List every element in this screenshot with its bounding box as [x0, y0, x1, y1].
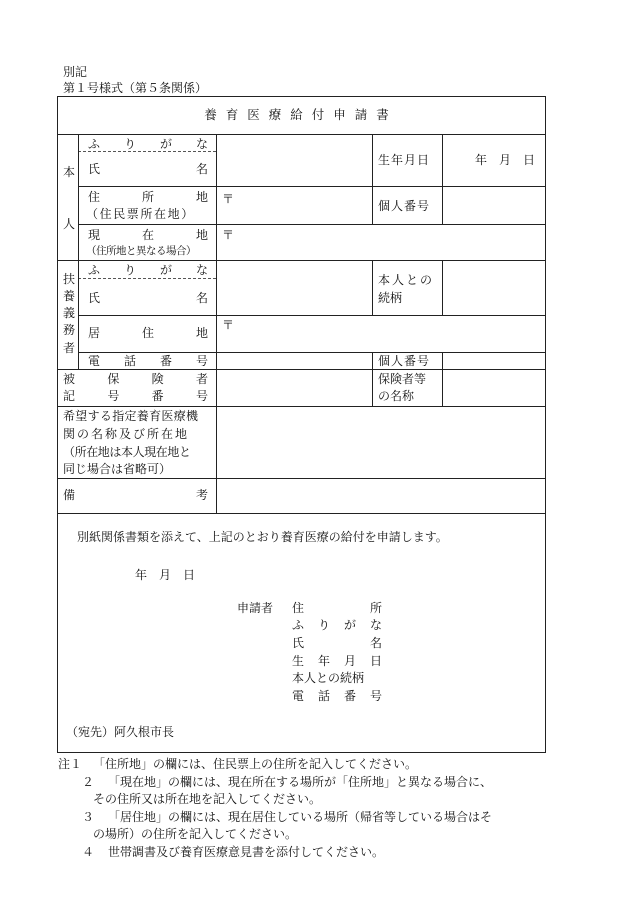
- honnin-label-1: 本: [63, 165, 76, 179]
- form-title: 養育医療給付申請書: [204, 107, 398, 122]
- insurer-label-2: の名称: [378, 389, 415, 403]
- current-label: 現 在 地: [88, 228, 208, 242]
- fuyo-furigana-label: ふ り が な: [88, 263, 208, 277]
- current-postal-mark: 〒: [222, 228, 235, 242]
- hospital-label-2: 関の名称及び所在地: [63, 427, 190, 441]
- note-2-cont: その住所又は所在地を記入してください。: [93, 792, 322, 806]
- applicant-furigana-label: ふ り が な: [292, 618, 382, 632]
- relation-label-2: 続柄: [378, 291, 403, 305]
- applicant-birth-label: 生 年 月 日: [292, 654, 382, 668]
- note-4-text: 世帯調書及び養育医療意見書を添付してください。: [108, 845, 385, 859]
- note-2-text: 「現在地」の欄には、現在所在する場所が「住所地」と異なる場合に、: [108, 775, 493, 789]
- relation-label-1: 本人との: [378, 273, 435, 287]
- birth-label: 生年月日: [378, 153, 431, 167]
- applicant-label: 申請者: [237, 601, 274, 615]
- fuyo-label-1: 扶: [63, 272, 76, 286]
- note-3-text: 「居住地」の欄には、現在居住している場所（帰省等している場合はそ: [108, 810, 493, 824]
- address-postal-mark: 〒: [222, 192, 235, 206]
- birth-value: 年 月 日: [475, 153, 536, 167]
- insured-label-1: 被 保 険 者: [63, 372, 208, 386]
- fuyo-shimei-label: 氏 名: [88, 291, 208, 305]
- residence-postal-mark: 〒: [222, 318, 235, 332]
- fuyo-label-3: 義: [63, 306, 76, 320]
- date-line: 年 月 日: [135, 568, 196, 582]
- residence-label: 居 住 地: [88, 326, 208, 340]
- addressee: （宛先）阿久根市長: [66, 725, 175, 739]
- shimei-label: 氏 名: [88, 162, 208, 176]
- applicant-relation-label: 本人との続柄: [292, 671, 365, 685]
- note-1-num: 注１: [58, 757, 83, 771]
- hospital-label-4: 同じ場合は省略可）: [63, 462, 172, 476]
- applicant-name-label: 氏 名: [292, 636, 382, 650]
- address-sub-label: （住民票所在地）: [86, 207, 195, 221]
- fuyo-label-4: 務: [63, 323, 76, 337]
- honnin-label-2: 人: [63, 217, 76, 231]
- note-1-text: 「住所地」の欄には、住民票上の住所を記入してください。: [93, 757, 418, 771]
- phone-label: 電 話 番 号: [88, 354, 208, 368]
- biko-label: 備 考: [63, 488, 208, 502]
- honnin-mynumber-label: 個人番号: [378, 199, 431, 213]
- note-2-num: ２: [82, 775, 95, 789]
- note-3-cont: の場所）の住所を記入してください。: [93, 827, 298, 841]
- header-line-1: 別記: [63, 65, 88, 79]
- hospital-label-3: （所在地は本人現在地と: [63, 445, 191, 459]
- fuyo-label-5: 者: [63, 341, 76, 355]
- fuyo-mynumber-label: 個人番号: [378, 354, 431, 368]
- current-sub-label: （住所地と異なる場合）: [86, 245, 196, 257]
- statement: 別紙関係書類を添えて、上記のとおり養育医療の給付を申請します。: [77, 530, 448, 544]
- note-3-num: ３: [82, 810, 95, 824]
- fuyo-label-2: 養: [63, 289, 76, 303]
- address-label: 住 所 地: [88, 190, 208, 204]
- insurer-label-1: 保険者等: [378, 372, 427, 386]
- applicant-phone-label: 電 話 番 号: [292, 689, 382, 703]
- applicant-address-label: 住 所: [292, 601, 382, 615]
- furigana-label: ふ り が な: [88, 137, 208, 151]
- hospital-label-1: 希望する指定養育医療機: [63, 409, 199, 423]
- header-line-2: 第１号様式（第５条関係）: [63, 81, 208, 95]
- note-4-num: ４: [82, 845, 95, 859]
- insured-label-2: 記 号 番 号: [63, 389, 208, 403]
